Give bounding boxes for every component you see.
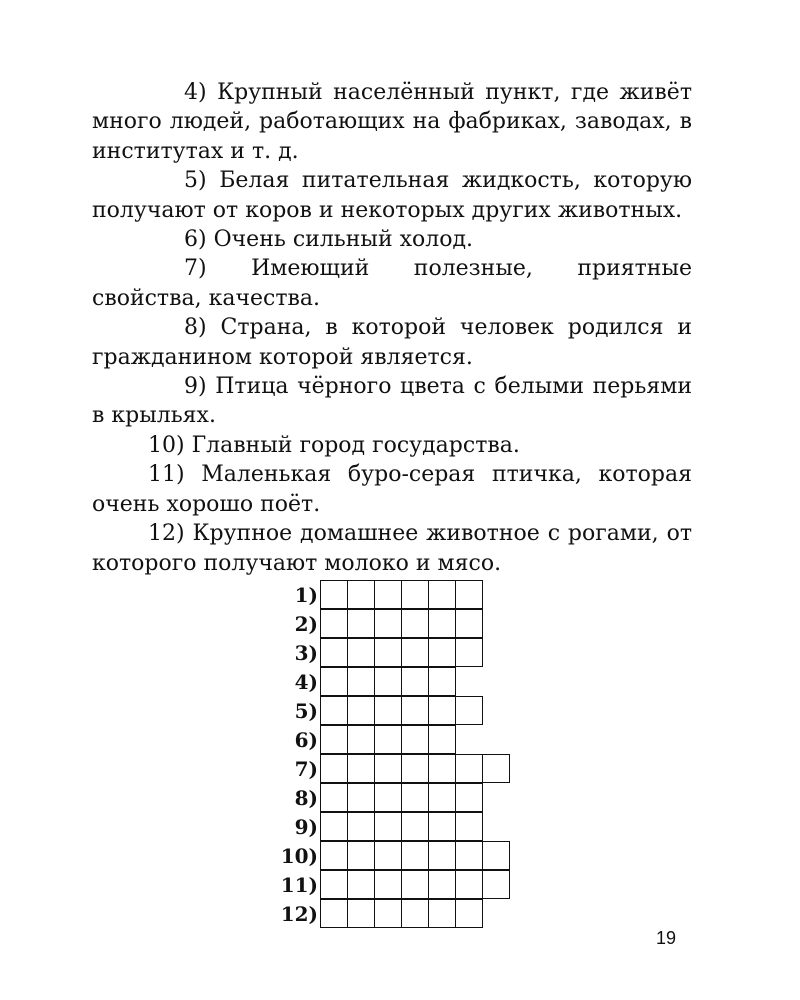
grid-cell[interactable] [374, 667, 402, 696]
grid-cell[interactable] [320, 812, 348, 841]
grid-row-label: 5) [294, 699, 318, 723]
grid-cell[interactable] [455, 754, 483, 783]
grid-cell[interactable] [320, 667, 348, 696]
clue-item [92, 254, 692, 313]
grid-cell[interactable] [374, 609, 402, 638]
grid-cell[interactable] [374, 754, 402, 783]
clue-item [92, 78, 692, 166]
grid-cell[interactable] [482, 841, 510, 870]
grid-cell[interactable] [347, 638, 375, 667]
grid-cell[interactable] [374, 638, 402, 667]
grid-cell[interactable] [428, 783, 456, 812]
grid-cell[interactable] [428, 841, 456, 870]
grid-cell[interactable] [320, 580, 348, 609]
grid-cell[interactable] [374, 899, 402, 928]
grid-cell[interactable] [374, 696, 402, 725]
grid-cell[interactable] [347, 841, 375, 870]
clue-text: Крупный населённый пункт, где живёт много людей, работающих на фабриках, заводах, в институтах и т. д. [92, 80, 692, 164]
grid-cell[interactable] [320, 754, 348, 783]
grid-cell[interactable] [347, 783, 375, 812]
grid-cell[interactable] [320, 609, 348, 638]
grid-row-label: 10) [280, 844, 318, 868]
clue-text: Крупное домашнее животное с рогами, от которого получают молоко и мясо. [92, 521, 692, 576]
clue-number: 4) [184, 80, 207, 105]
grid-cell[interactable] [428, 580, 456, 609]
clue-number: 5) [184, 168, 207, 194]
grid-row-label: 9) [294, 815, 318, 839]
grid-cell[interactable] [401, 812, 429, 841]
clue-number: 12) [148, 521, 185, 547]
grid-row-label: 3) [294, 641, 318, 665]
grid-cell[interactable] [347, 725, 375, 754]
clue-list [92, 78, 692, 578]
clue-number: 10) [148, 432, 185, 458]
clue-number: 8) [184, 315, 207, 341]
grid-cell[interactable] [455, 609, 483, 638]
grid-cell[interactable] [428, 870, 456, 899]
grid-row-label: 1) [294, 583, 318, 607]
clue-item [92, 372, 692, 431]
grid-cell[interactable] [320, 841, 348, 870]
grid-row-label: 6) [294, 728, 318, 752]
grid-row-label: 12) [280, 902, 318, 926]
clue-number: 9) [184, 374, 207, 400]
grid-cell[interactable] [401, 609, 429, 638]
grid-row-label: 4) [294, 670, 318, 694]
grid-cell[interactable] [401, 667, 429, 696]
grid-cell[interactable] [320, 696, 348, 725]
grid-row-label: 8) [294, 786, 318, 810]
grid-cell[interactable] [428, 696, 456, 725]
clue-text: Белая питательная жидкость, которую получают от коров и некоторых других животных. [92, 168, 692, 223]
grid-cell[interactable] [374, 725, 402, 754]
grid-cell[interactable] [455, 696, 483, 725]
grid-cell[interactable] [455, 580, 483, 609]
clue-item [92, 313, 692, 372]
grid-row-label: 11) [280, 873, 318, 897]
grid-cell[interactable] [320, 638, 348, 667]
grid-cell[interactable] [320, 725, 348, 754]
grid-cell[interactable] [401, 725, 429, 754]
grid-cell[interactable] [401, 754, 429, 783]
clue-item [92, 225, 692, 254]
grid-cell[interactable] [428, 899, 456, 928]
clue-text: Главный город государства. [191, 432, 520, 458]
clue-item [92, 166, 692, 225]
grid-cell[interactable] [482, 754, 510, 783]
grid-cell[interactable] [428, 638, 456, 667]
grid-cell[interactable] [347, 580, 375, 609]
clue-item [92, 519, 692, 578]
clue-text: Маленькая буро-серая птичка, которая очень хорошо поёт. [92, 462, 693, 517]
clue-number: 6) [184, 227, 207, 253]
grid-cell[interactable] [455, 899, 483, 928]
clue-item [92, 431, 692, 460]
grid-cell[interactable] [428, 609, 456, 638]
clue-number: 7) [184, 256, 207, 282]
grid-cell[interactable] [455, 841, 483, 870]
grid-row-label: 2) [294, 612, 318, 636]
clue-text: Птица чёрного цвета с белыми перьями в крыльях. [92, 374, 692, 429]
grid-cell[interactable] [374, 580, 402, 609]
grid-cell[interactable] [401, 899, 429, 928]
grid-cell[interactable] [374, 870, 402, 899]
grid-cell[interactable] [347, 609, 375, 638]
grid-cell[interactable] [347, 667, 375, 696]
grid-cell[interactable] [347, 870, 375, 899]
grid-cell[interactable] [401, 841, 429, 870]
clue-text: Имеющий полезные, приятные свойства, качества. [92, 256, 692, 311]
grid-cell[interactable] [455, 870, 483, 899]
grid-cell[interactable] [320, 783, 348, 812]
grid-cell[interactable] [401, 870, 429, 899]
clue-text: Страна, в которой человек родился и гражданином которой является. [92, 315, 692, 370]
grid-cell[interactable] [428, 667, 456, 696]
grid-cell[interactable] [374, 783, 402, 812]
grid-cell[interactable] [482, 870, 510, 899]
clue-item [92, 460, 692, 519]
clue-number: 11) [148, 462, 185, 488]
grid-cell[interactable] [428, 754, 456, 783]
grid-cell[interactable] [455, 638, 483, 667]
grid-cell[interactable] [455, 783, 483, 812]
grid-cell[interactable] [374, 841, 402, 870]
grid-cell[interactable] [347, 754, 375, 783]
grid-cell[interactable] [320, 899, 348, 928]
grid-cell[interactable] [428, 725, 456, 754]
grid-cell[interactable] [455, 812, 483, 841]
page-number: 19 [656, 928, 677, 948]
grid-cell[interactable] [347, 696, 375, 725]
grid-cell[interactable] [374, 812, 402, 841]
grid-cell[interactable] [401, 783, 429, 812]
grid-cell[interactable] [401, 580, 429, 609]
grid-cell[interactable] [401, 696, 429, 725]
grid-cell[interactable] [347, 812, 375, 841]
grid-cell[interactable] [320, 870, 348, 899]
grid-row-label: 7) [294, 757, 318, 781]
grid-cell[interactable] [347, 899, 375, 928]
grid-cell[interactable] [401, 638, 429, 667]
grid-cell[interactable] [428, 812, 456, 841]
clue-text: Очень сильный холод. [213, 227, 474, 253]
